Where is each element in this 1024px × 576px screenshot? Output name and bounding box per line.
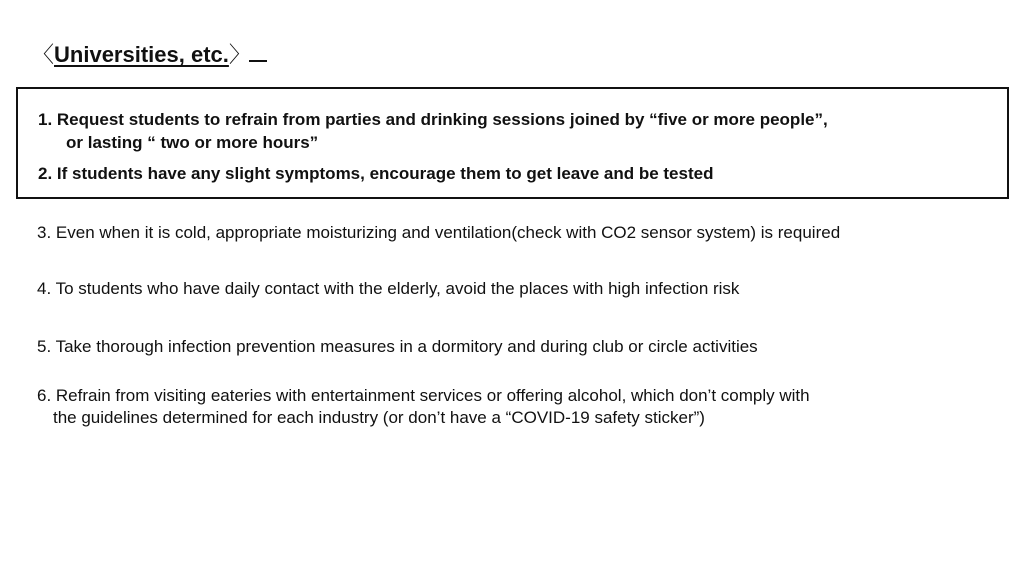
heading-close-bracket: 〉 xyxy=(228,42,251,67)
item-6-line-1: 6. Refrain from visiting eateries with entertainment services or offering alcohol, which don’t comply with xyxy=(37,386,810,405)
item-5-line-1: 5. Take thorough infection prevention measures in a dormitory and during club or circle activities xyxy=(37,337,758,356)
item-1-line-1: 1. Request students to refrain from parties and drinking sessions joined by “five or more people”, xyxy=(38,110,828,129)
item-6-line-2: the guidelines determined for each industry (or don’t have a “COVID-19 safety sticker”) xyxy=(53,408,705,427)
item-1-line-2: or lasting “ two or more hours” xyxy=(66,133,319,152)
item-4-line-1: 4. To students who have daily contact with the elderly, avoid the places with high infection risk xyxy=(37,279,740,298)
heading-title: Universities, etc. xyxy=(54,42,229,67)
item-3-line-1: 3. Even when it is cold, appropriate moisturizing and ventilation(check with CO2 sensor system) is required xyxy=(37,223,841,242)
item-2-line-1: 2. If students have any slight symptoms, encourage them to get leave and be tested xyxy=(38,164,714,183)
heading-open-bracket: 〈 xyxy=(32,42,55,67)
section-heading xyxy=(32,42,267,66)
heading-underline-tail xyxy=(249,42,267,62)
